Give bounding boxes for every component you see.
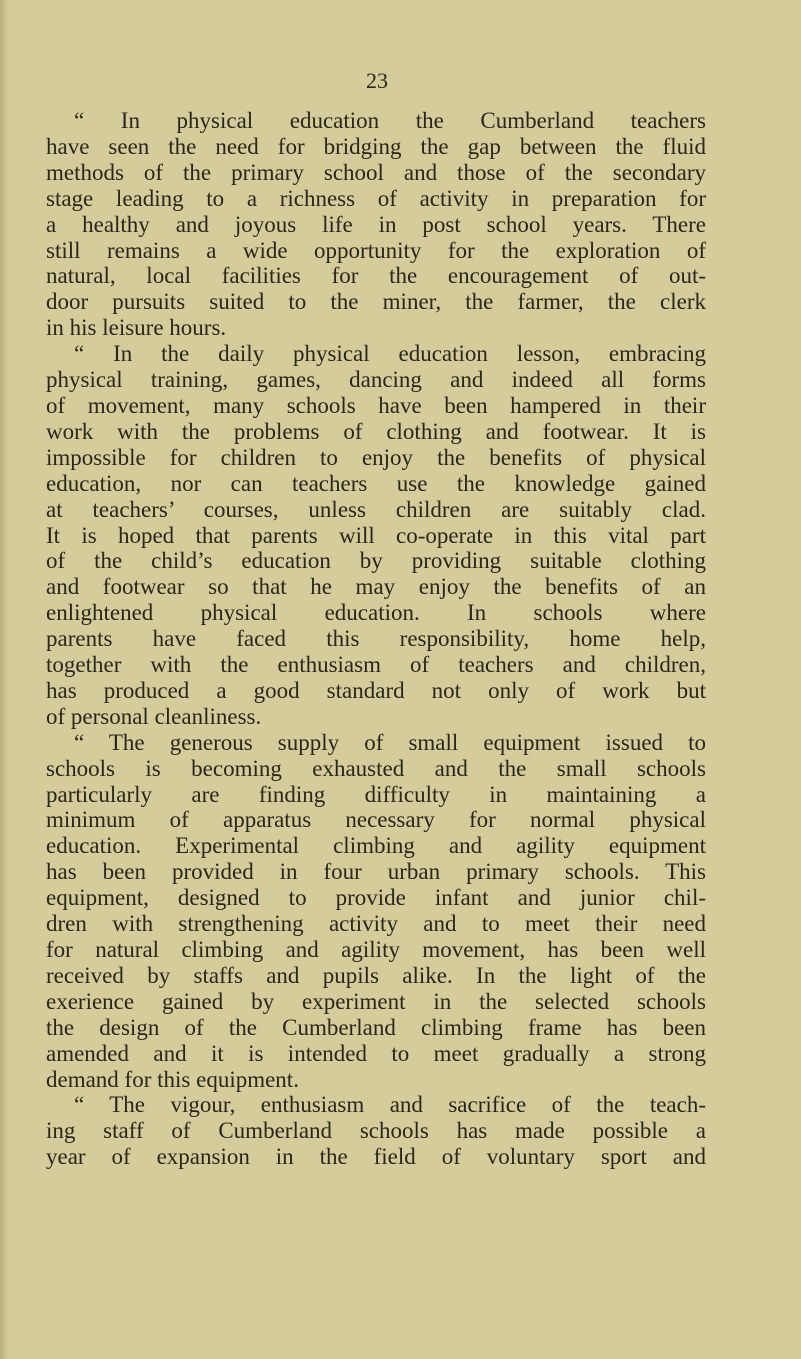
- text-line: parents have faced this responsibility, home help,: [46, 626, 706, 652]
- text-line: in his leisure hours.: [46, 315, 227, 341]
- text-line: methods of the primary school and those of the secondary: [46, 159, 706, 185]
- text-line: particularly are finding difficulty in maintaining a: [46, 781, 706, 807]
- text-line: “ In physical education the Cumberland teachers: [74, 108, 706, 133]
- text-line: minimum of apparatus necessary for normal physical: [46, 807, 706, 833]
- text-line: have seen the need for bridging the gap between the fluid: [46, 133, 706, 159]
- text-line: natural, local facilities for the encouragement of out-: [46, 263, 706, 289]
- text-line: and footwear so that he may enjoy the benefits of an: [46, 574, 706, 600]
- text-line: a healthy and joyous life in post school years. There: [46, 211, 706, 237]
- text-line: “ In the daily physical education lesson, embracing: [74, 341, 706, 367]
- paragraph: [46, 341, 706, 730]
- text-line: stage leading to a richness of activity in preparation for: [46, 185, 706, 211]
- text-line: amended and it is intended to meet gradually a strong: [46, 1040, 706, 1066]
- body-text: [46, 108, 706, 1170]
- text-line: It is hoped that parents will co-operate in this vital part: [46, 522, 706, 548]
- page-binding-edge: [0, 0, 8, 1359]
- text-line: dren with strengthening activity and to meet their need: [46, 911, 706, 937]
- text-line: the design of the Cumberland climbing frame has been: [46, 1014, 706, 1040]
- text-line: education. Experimental climbing and agility equipment: [46, 833, 706, 859]
- text-line: together with the enthusiasm of teachers and children,: [46, 652, 706, 678]
- text-line: of movement, many schools have been hampered in their: [46, 392, 706, 418]
- text-line: equipment, designed to provide infant and junior chil-: [46, 885, 706, 911]
- text-line: “ The vigour, enthusiasm and sacrifice of the teach-: [74, 1092, 706, 1118]
- text-line: education, nor can teachers use the knowledge gained: [46, 470, 706, 496]
- text-line: year of expansion in the field of voluntary sport and: [46, 1144, 706, 1170]
- text-line: has produced a good standard not only of work but: [46, 677, 706, 703]
- text-line: for natural climbing and agility movement, has been well: [46, 937, 706, 962]
- text-line: schools is becoming exhausted and the small schools: [46, 755, 706, 781]
- paragraph: [46, 108, 706, 341]
- text-line: enlightened physical education. In schools where: [46, 600, 706, 626]
- text-line: physical training, games, dancing and indeed all forms: [46, 367, 706, 393]
- text-line: impossible for children to enjoy the benefits of physical: [46, 444, 706, 470]
- text-line: received by staffs and pupils alike. In the light of the: [46, 962, 706, 988]
- text-line: ing staff of Cumberland schools has made possible a: [46, 1118, 706, 1144]
- text-line: still remains a wide opportunity for the exploration of: [46, 237, 706, 263]
- text-line: door pursuits suited to the miner, the farmer, the clerk: [46, 289, 706, 315]
- text-line: of the child’s education by providing suitable clothing: [46, 548, 706, 574]
- text-line: of personal cleanliness.: [46, 703, 262, 729]
- text-line: has been provided in four urban primary schools. This: [46, 859, 706, 885]
- text-line: exerience gained by experiment in the selected schools: [46, 988, 706, 1014]
- text-line: work with the problems of clothing and footwear. It is: [46, 418, 706, 444]
- paragraph: [46, 1092, 706, 1170]
- paragraph: [46, 730, 706, 1093]
- text-line: “ The generous supply of small equipment issued to: [74, 729, 706, 755]
- text-line: at teachers’ courses, unless children are suitably clad.: [46, 496, 706, 522]
- page-number: 23: [366, 68, 388, 93]
- text-line: demand for this equipment.: [46, 1066, 299, 1092]
